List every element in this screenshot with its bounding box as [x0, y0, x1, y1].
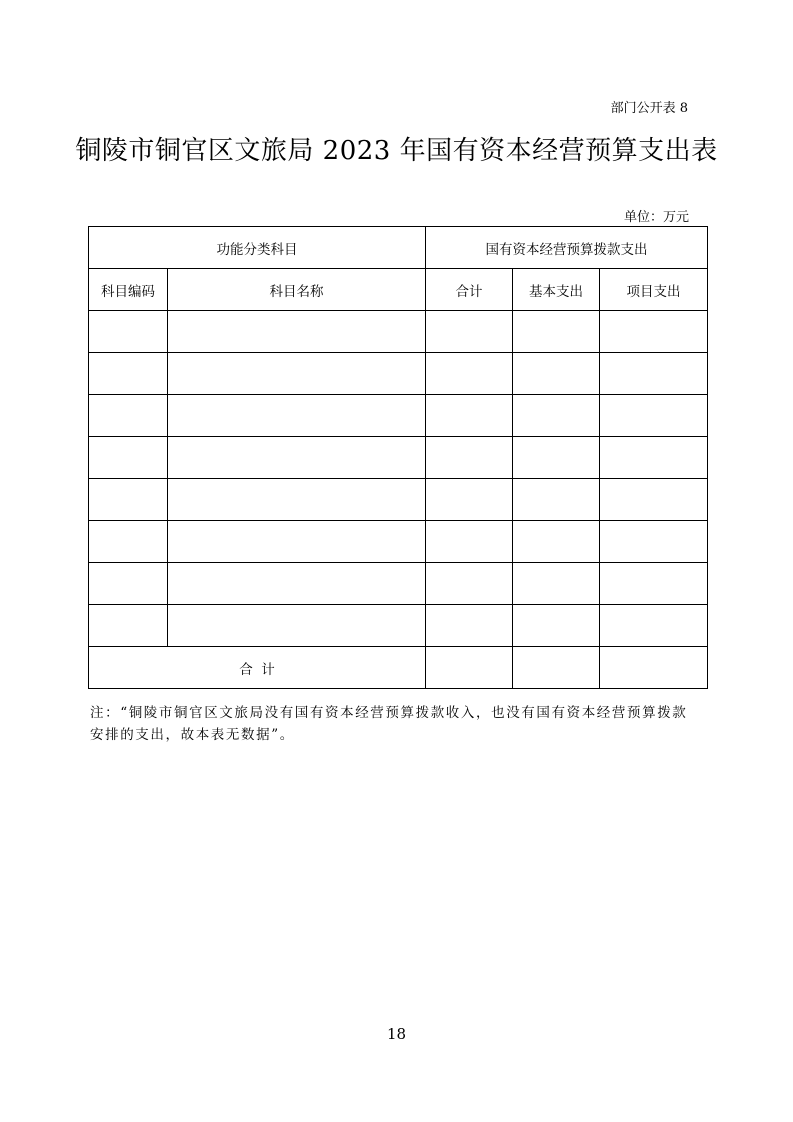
table-cell	[426, 353, 513, 395]
table-cell	[426, 311, 513, 353]
table-row	[89, 395, 708, 437]
total-basic-cell	[513, 647, 600, 689]
table-cell	[426, 563, 513, 605]
expenditure-table	[88, 226, 708, 689]
table-cell	[513, 521, 600, 563]
unit-label: 单位：万元	[623, 210, 689, 225]
column-header-row	[89, 269, 708, 311]
table-cell	[600, 479, 708, 521]
table-cell	[168, 563, 426, 605]
table-cell	[426, 437, 513, 479]
table-cell	[426, 521, 513, 563]
column-header-project: 项目支出	[600, 269, 708, 311]
table-cell	[168, 437, 426, 479]
table-cell	[600, 395, 708, 437]
table-cell	[600, 563, 708, 605]
table-cell	[89, 311, 168, 353]
total-row	[89, 647, 708, 689]
total-cell	[426, 647, 513, 689]
table-row	[89, 437, 708, 479]
table-cell	[426, 395, 513, 437]
table-cell	[89, 395, 168, 437]
table-cell	[600, 605, 708, 647]
footnote: 注：“铜陵市铜官区文旅局没有国有资本经营预算拨款收入，也没有国有资本经营预算拨款安排的支出，故本表无数据”。	[90, 705, 688, 743]
column-header-code: 科目编码	[89, 269, 168, 311]
column-header-name: 科目名称	[168, 269, 426, 311]
table-cell	[513, 605, 600, 647]
table-row	[89, 563, 708, 605]
table-cell	[168, 311, 426, 353]
table-row	[89, 479, 708, 521]
page-title: 铜陵市铜官区文旅局 2023 年国有资本经营预算支出表	[75, 136, 718, 166]
table-cell	[168, 521, 426, 563]
table-cell	[513, 311, 600, 353]
table-cell	[89, 479, 168, 521]
page-number: 18	[386, 1025, 407, 1043]
table-cell	[168, 353, 426, 395]
table-row	[89, 311, 708, 353]
table-cell	[600, 311, 708, 353]
table-row	[89, 605, 708, 647]
table-cell	[168, 395, 426, 437]
total-label: 合 计	[89, 647, 426, 689]
total-project-cell	[600, 647, 708, 689]
table-cell	[513, 437, 600, 479]
table-cell	[426, 605, 513, 647]
group-header-capital-budget: 国有资本经营预算拨款支出	[426, 227, 708, 269]
table-row	[89, 521, 708, 563]
table-cell	[513, 479, 600, 521]
table-cell	[600, 521, 708, 563]
table-cell	[600, 353, 708, 395]
table-cell	[168, 479, 426, 521]
table-cell	[89, 563, 168, 605]
table-row	[89, 353, 708, 395]
table-cell	[513, 563, 600, 605]
table-cell	[168, 605, 426, 647]
table-cell	[89, 353, 168, 395]
table-cell	[513, 353, 600, 395]
column-header-total: 合计	[426, 269, 513, 311]
table-cell	[89, 521, 168, 563]
table-cell	[513, 395, 600, 437]
table-cell	[600, 437, 708, 479]
table-cell	[89, 605, 168, 647]
group-header-row	[89, 227, 708, 269]
table-cell	[426, 479, 513, 521]
document-label: 部门公开表 8	[610, 101, 688, 116]
group-header-function-class: 功能分类科目	[89, 227, 426, 269]
column-header-basic: 基本支出	[513, 269, 600, 311]
table-cell	[89, 437, 168, 479]
